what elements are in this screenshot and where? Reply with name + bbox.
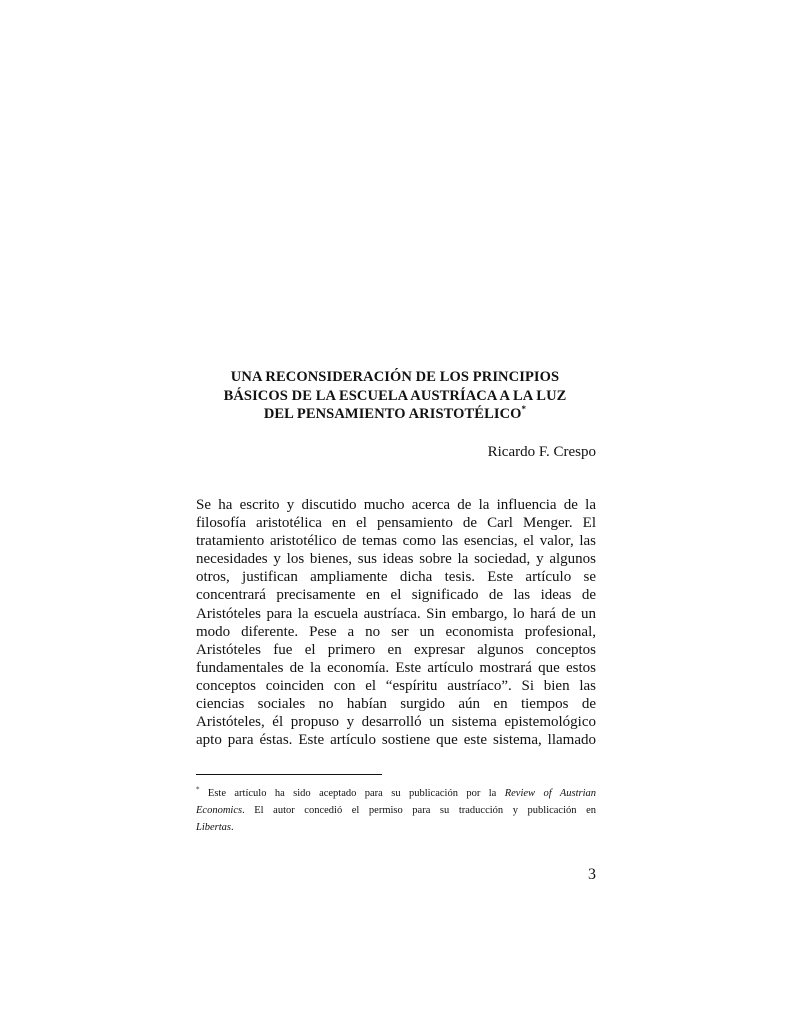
footnote-line-2 <box>196 802 596 819</box>
footnote-text-3: . <box>231 822 234 833</box>
title-footnote-marker[interactable]: * <box>521 404 527 415</box>
title-line-1: UNA RECONSIDERACIÓN DE LOS PRINCIPIOS <box>230 369 560 385</box>
page-number: 3 <box>588 866 596 883</box>
title-line-3-text: DEL PENSAMIENTO ARISTOTÉLICO <box>263 406 522 422</box>
body-line: filosofía aristotélica en el pensamiento de Carl Menger. El <box>196 515 596 532</box>
footnote-journal-part-2: Economics <box>196 805 243 816</box>
footnote-text-1: Este artículo ha sido aceptado para su publicación por la <box>207 788 497 799</box>
body-line: necesidades y los bienes, sus ideas sobre la sociedad, y algunos <box>196 551 596 568</box>
body-line: otros, justifican ampliamente dicha tesis. Este artículo se <box>196 569 596 586</box>
body-paragraph <box>196 496 596 749</box>
footnote-divider <box>196 774 382 775</box>
body-line: concentrará precisamente en el significado de las ideas de <box>196 587 596 604</box>
footnote-publication: Libertas <box>196 822 232 833</box>
body-line: Aristóteles fue el primero en expresar algunos conceptos <box>196 641 596 658</box>
author-name: Ricardo F. Crespo <box>487 444 596 460</box>
body-line: fundamentales de la economía. Este artículo mostrará que estos <box>196 659 596 676</box>
footnote-line-1 <box>196 785 596 802</box>
footnote <box>196 785 596 836</box>
title-line-3 <box>180 405 610 424</box>
article-title <box>180 368 610 424</box>
body-line: Aristóteles para la escuela austríaca. Sin embargo, lo hará de un <box>196 605 596 622</box>
body-line: modo diferente. Pese a no ser un economista profesional, <box>196 623 596 640</box>
body-line: apto para éstas. Este artículo sostiene que este sistema, llamado <box>196 732 596 749</box>
body-line: Aristóteles, él propuso y desarrolló un sistema epistemológico <box>196 714 596 731</box>
footnote-text-2: . El autor concedió el permiso para su traducción y publicación en <box>242 805 596 816</box>
footnote-journal-part-1: Review of Austrian <box>504 788 596 799</box>
footnote-line-3 <box>196 819 596 836</box>
body-line: Se ha escrito y discutido mucho acerca de la influencia de la <box>196 497 596 513</box>
body-line: conceptos coinciden con el “espíritu austríaco”. Si bien las <box>196 677 596 694</box>
title-line-2: BÁSICOS DE LA ESCUELA AUSTRÍACA A LA LUZ <box>223 387 567 404</box>
footnote-marker: * <box>196 785 200 794</box>
body-line: tratamiento aristotélico de temas como las esencias, el valor, las <box>196 533 596 550</box>
body-line: ciencias sociales no habían surgido aún en tiempos de <box>196 696 596 713</box>
